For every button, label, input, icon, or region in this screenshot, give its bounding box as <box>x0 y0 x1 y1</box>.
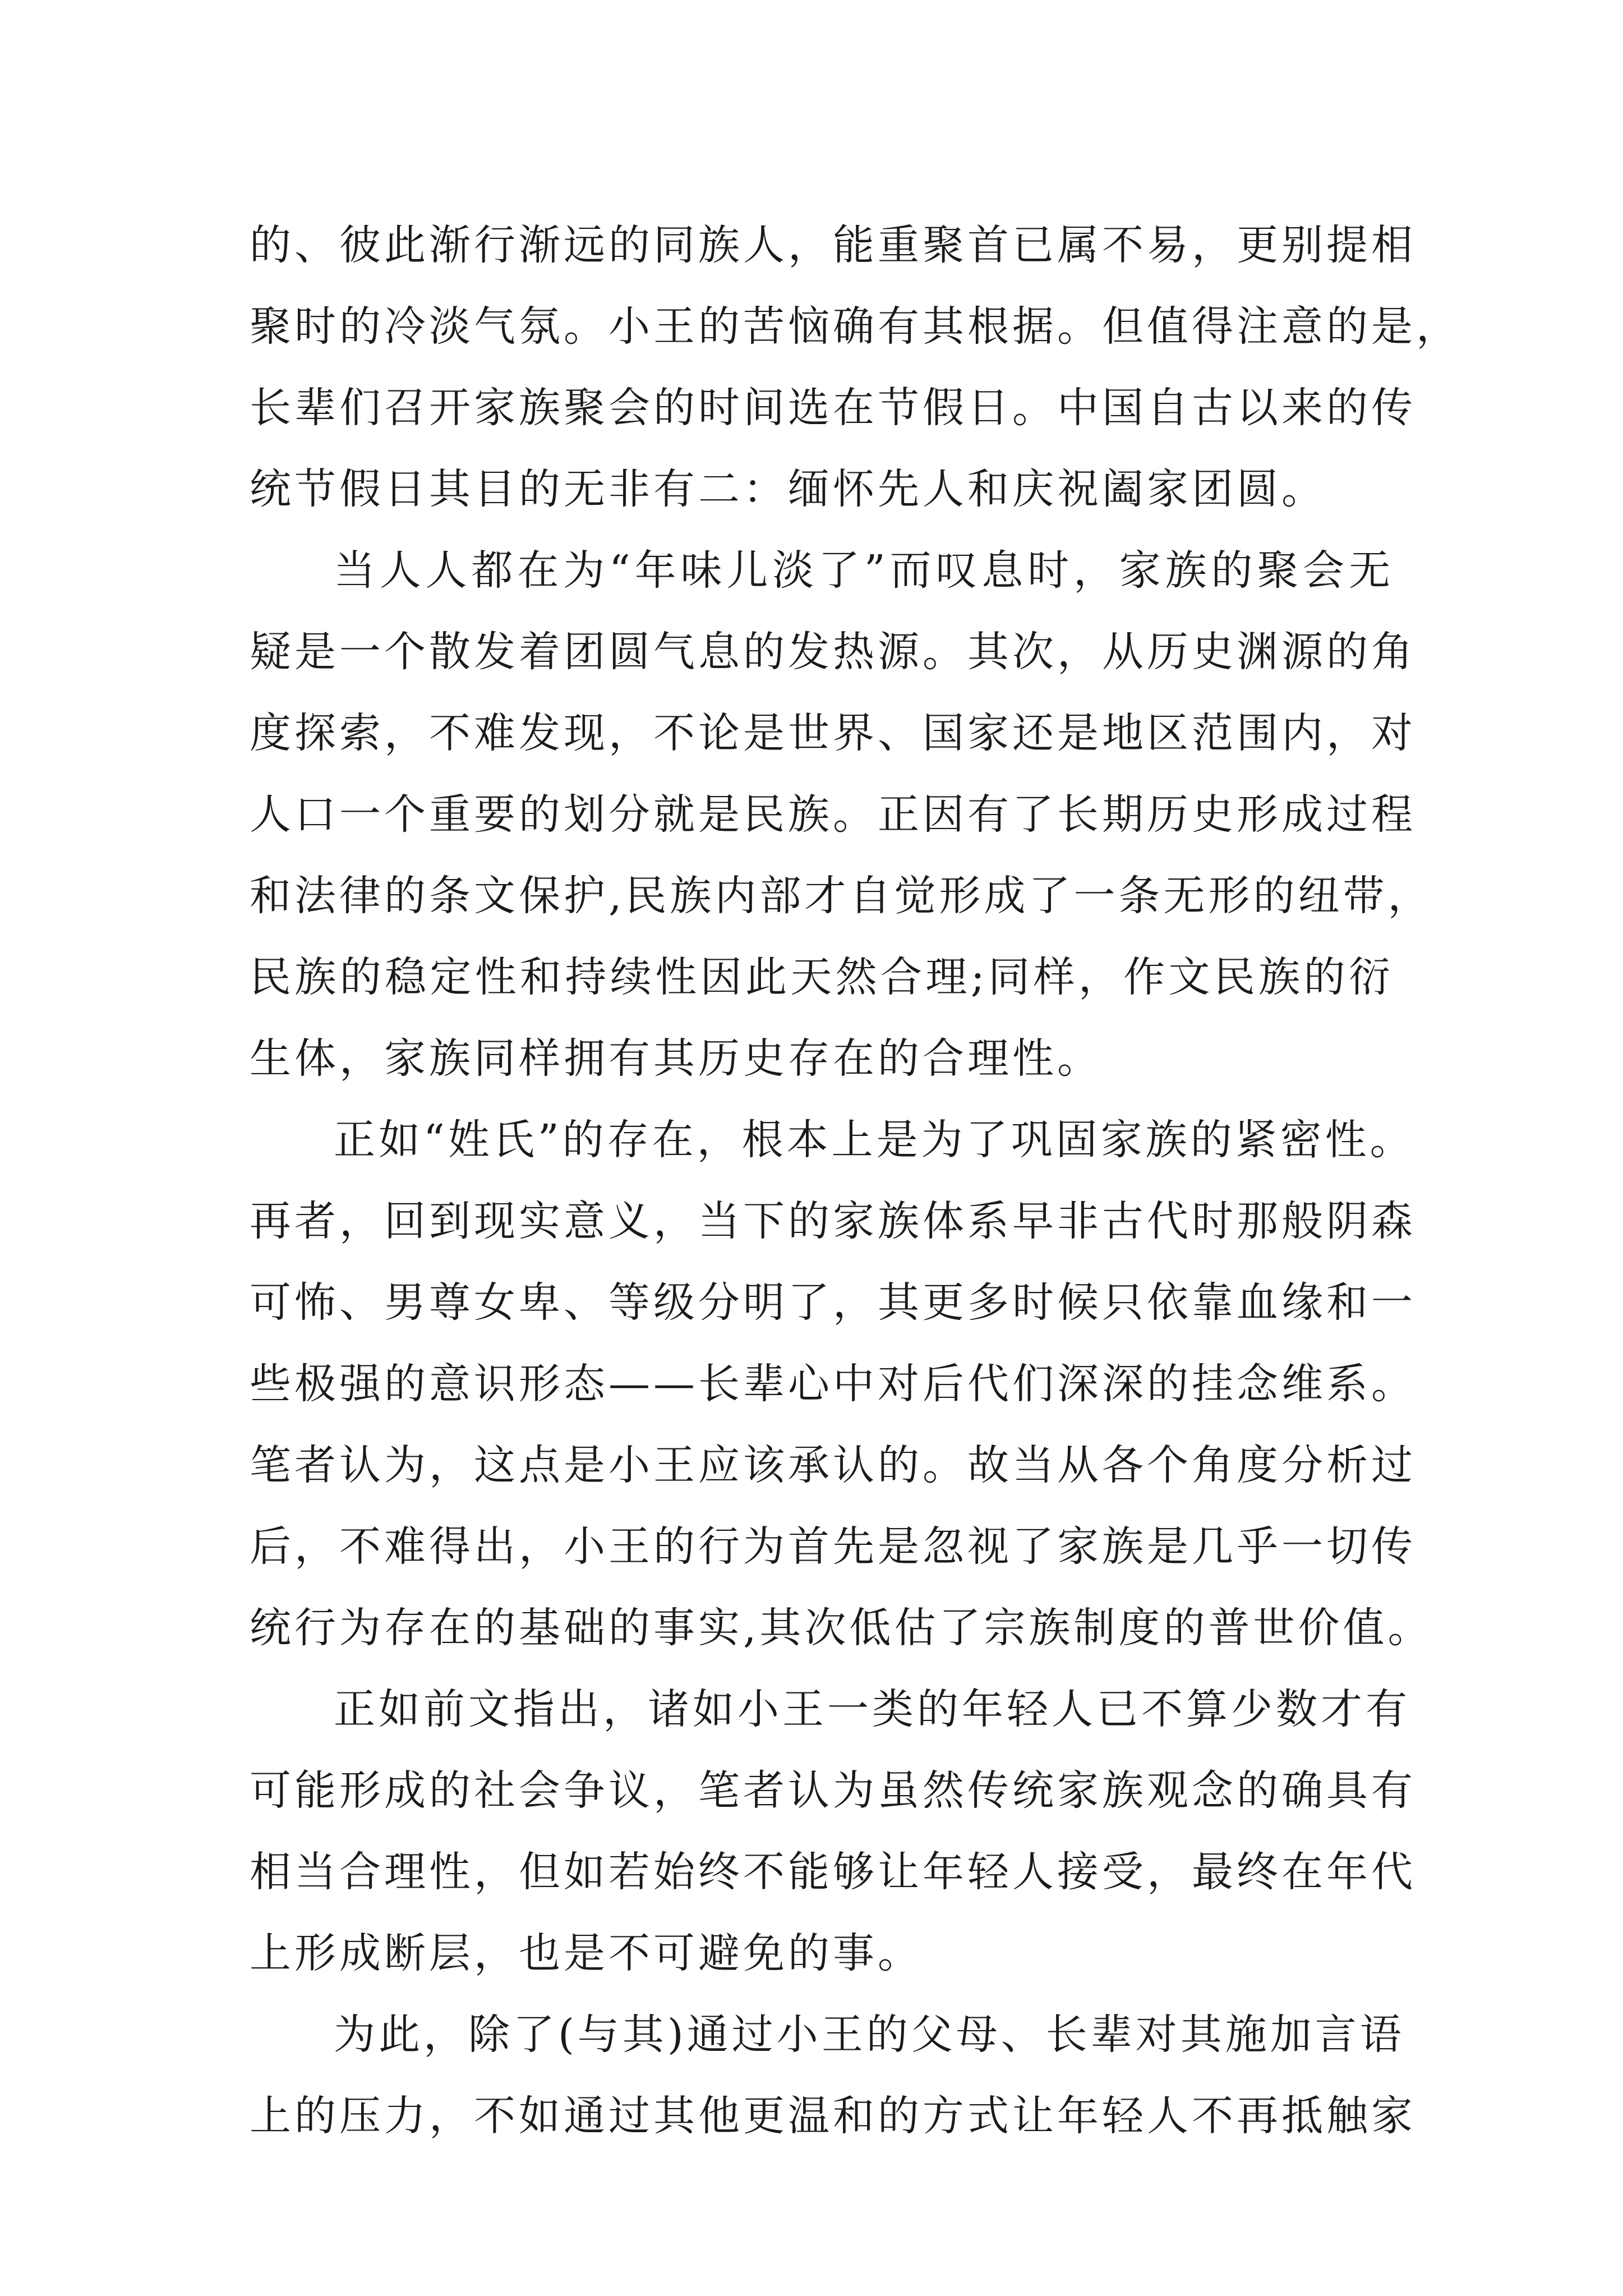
paragraph-first-line: 当人人都在为“年味儿淡了”而叹息时，家族的聚会无 <box>334 546 1394 595</box>
text-line: 人口一个重要的划分就是民族。正因有了长期历史形成过程 <box>250 790 1416 839</box>
text-line: 疑是一个散发着团圆气息的发热源。其次，从历史渊源的角 <box>250 628 1416 676</box>
text-line: 聚时的冷淡气氛。小王的苦恼确有其根据。但值得注意的是， <box>250 302 1461 351</box>
text-line: 可怖、男尊女卑、等级分明了，其更多时候只依靠血缘和一 <box>250 1278 1416 1327</box>
text-line: 和法律的条文保护,民族内部才自觉形成了一条无形的纽带， <box>250 872 1433 920</box>
paragraph-first-line: 为此，除了(与其)通过小王的父母、长辈对其施加言语 <box>334 2010 1405 2059</box>
text-line: 统节假日其目的无非有二：缅怀先人和庆祝阖家团圆。 <box>250 465 1326 513</box>
text-line: 再者，回到现实意义，当下的家族体系早非古代时那般阴森 <box>250 1197 1416 1245</box>
text-line: 后，不难得出，小王的行为首先是忽视了家族是几乎一切传 <box>250 1522 1416 1571</box>
text-line: 民族的稳定性和持续性因此天然合理;同样，作文民族的衍 <box>250 953 1394 1001</box>
text-line: 些极强的意识形态——长辈心中对后代们深深的挂念维系。 <box>250 1360 1416 1408</box>
text-line: 度探索，不难发现，不论是世界、国家还是地区范围内，对 <box>250 709 1416 757</box>
body-text <box>250 205 1461 2157</box>
text-line: 可能形成的社会争议，笔者认为虽然传统家族观念的确具有 <box>250 1766 1416 1815</box>
text-line: 长辈们召开家族聚会的时间选在节假日。中国自古以来的传 <box>250 384 1416 432</box>
text-line: 上的压力，不如通过其他更温和的方式让年轻人不再抵触家 <box>250 2092 1416 2140</box>
paragraph-first-line: 正如前文指出，诸如小王一类的年轻人已不算少数才有 <box>334 1685 1410 1733</box>
text-line: 笔者认为，这点是小王应该承认的。故当从各个角度分析过 <box>250 1441 1416 1489</box>
text-line: 生体，家族同样拥有其历史存在的合理性。 <box>250 1034 1102 1083</box>
text-line: 上形成断层，也是不可避免的事。 <box>250 1929 923 1977</box>
paragraph-first-line: 正如“姓氏”的存在，根本上是为了巩固家族的紧密性。 <box>334 1116 1415 1164</box>
text-line: 统行为存在的基础的事实,其次低估了宗族制度的普世价值。 <box>250 1604 1433 1652</box>
text-line: 相当合理性，但如若始终不能够让年轻人接受，最终在年代 <box>250 1848 1416 1896</box>
text-line: 的、彼此渐行渐远的同族人，能重聚首已属不易，更别提相 <box>250 221 1416 269</box>
